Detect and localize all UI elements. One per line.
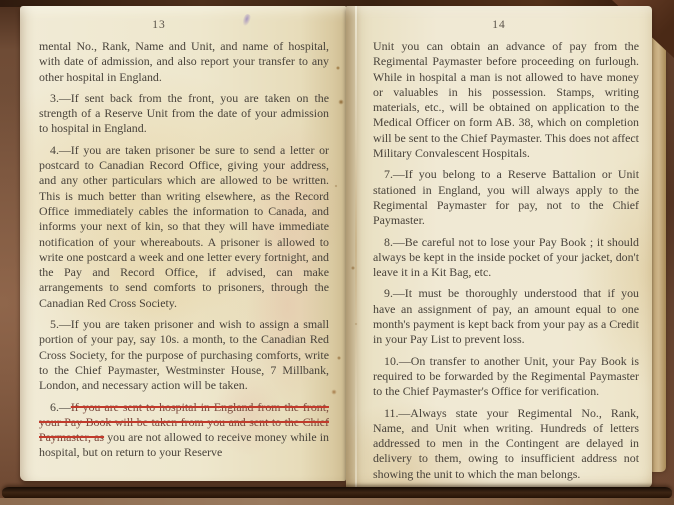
page-number-left: 13 [152, 19, 166, 31]
page-14-text [373, 39, 639, 488]
paragraph [373, 286, 639, 347]
body-text: you are not allowed to receive money while in hospital, but on return to your Reserve [39, 430, 329, 460]
cover-bottom-leather [0, 498, 674, 505]
body-text: mental No., Rank, Name and Unit, and name of hospital, with date of admission, and also report your transfer to any other hospital in England. [39, 39, 329, 84]
struck-text: If you are sent to hospital in England from the front, your Pay Book will be taken from you and sent to the Chief Paymaster, as [39, 399, 329, 445]
paragraph [373, 39, 639, 161]
page-13 [20, 6, 346, 481]
page-14 [346, 6, 652, 488]
paragraph [373, 235, 639, 281]
paragraph [373, 406, 639, 482]
body-text: Unit you can obtain an advance of pay from the Regimental Paymaster before proceeding on furlough. While in hospital a man is not allowed to have money or valuables in his possession. Stamps, writing materials, etc., will be obtained on application to the Medical Officer on form AB. 38, which on completion will be sent to the Chief Paymaster. This does not affect Military Convalescent Hospitals. [373, 39, 639, 161]
body-text: 6.— [50, 399, 71, 414]
page-13-text [39, 39, 329, 467]
body-text: 11.—Always state your Regimental No., Rank, Name, and Unit when writing. Hundreds of letters addressed to men in the Contingent are delayed in delivery to them, owing to insufficient address not showing the unit to which the man belongs. [373, 405, 639, 481]
paragraph [39, 400, 329, 461]
body-text: 5.—If you are taken prisoner and wish to assign a small portion of your pay, say 10s. a month, to the Canadian Red Cross Society, for the purpose of purchasing comforts, write to the Chief Paymaster, Westminster House, 7 Millbank, London, and necessary action will be taken. [39, 317, 329, 393]
paragraph [373, 354, 639, 400]
body-text: 8.—Be careful not to lose your Pay Book ; it should always be kept in the inside pocket of your jacket, don't leave it in a Kit Bag, etc. [373, 234, 639, 280]
paragraph [39, 143, 329, 311]
body-text: 4.—If you are taken prisoner be sure to send a letter or postcard to Canadian Record Office, giving your address, and any other particulars which are allowed to be written. This is much better than writing elsewhere, as the Record Office immediately cables the information to Canada, and informs your next of kin, so that they will have immediate notification of your whereabouts. A prisoner is allowed to write one postcard a week and one letter every fortnight, and the Pay and Record Office, if advised, can make arrangements to send comforts to prisoners, through the Canadian Red Cross Society. [39, 142, 329, 310]
paragraph [39, 91, 329, 137]
paragraph [373, 167, 639, 228]
body-text: 10.—On transfer to another Unit, your Pay Book is required to be forwarded by the Regimental Paymaster to the Chief Paymaster's Office for verification. [373, 353, 639, 399]
body-text: 7.—If you belong to a Reserve Battalion or Unit stationed in England, you will always apply to the Regimental Paymaster for pay, not to the Chief Paymaster. [373, 167, 639, 228]
body-text: 9.—It must be thoroughly understood that if you have an assignment of pay, an amount equal to one month's payment is kept back from your pay as a Credit in your Pay List to prevent loss. [373, 286, 639, 347]
body-text: 3.—If sent back from the front, you are taken on the strength of a Reserve Unit from the date of your admission to hospital in England. [39, 90, 329, 136]
paragraph [39, 39, 329, 85]
paragraph [39, 317, 329, 393]
page-number-right: 14 [492, 19, 506, 31]
